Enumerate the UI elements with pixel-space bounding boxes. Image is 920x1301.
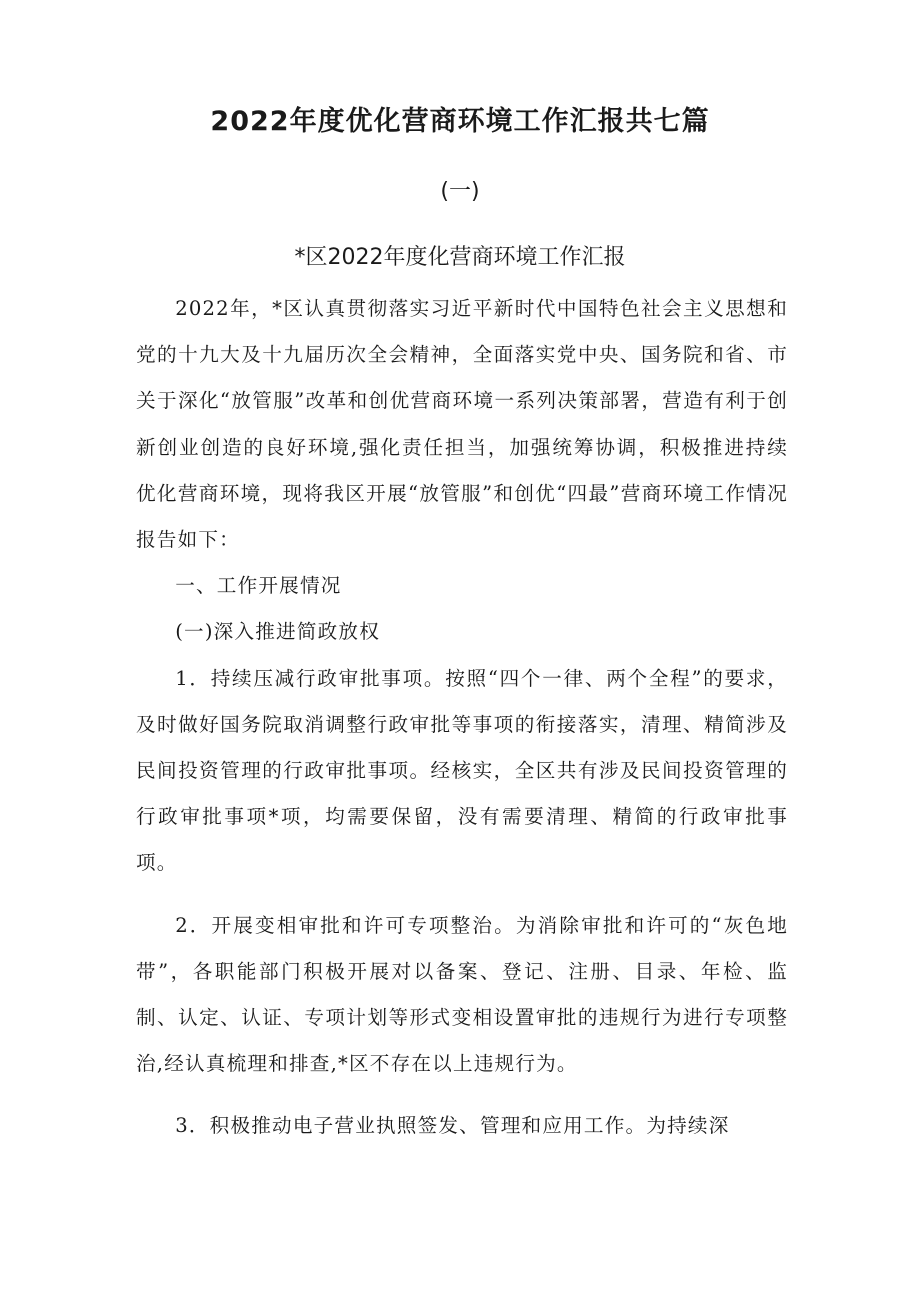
item-paragraph-3: 3．积极推动电子营业执照签发、管理和应用工作。为持续深	[175, 1114, 730, 1138]
item-paragraph-2: 2．开展变相审批和许可专项整治。为消除审批和许可的“灰色地带”，各职能部门积极开展对以备案、登记、注册、目录、年检、监制、认定、认证、专项计划等形式变相设置审批的违规行为进行专项整治,经认真梳理和排查,*区不存在以上违规行为。	[136, 913, 788, 1076]
item-paragraph-1: 1．持续压减行政审批事项。按照“四个一律、两个全程”的要求，及时做好国务院取消调整行政审批等事项的衔接落实，清理、精简涉及民间投资管理的行政审批事项。经核实，全区共有涉及民间投资管理的行政审批事项*项，均需要保留，没有需要清理、精简的行政审批事项。	[136, 666, 788, 875]
section-heading-work-status: 一、工作开展情况	[175, 574, 342, 598]
intro-paragraph: 2022年，*区认真贯彻落实习近平新时代中国特色社会主义思想和党的十九大及十九届历次全会精神，全面落实党中央、国务院和省、市关于深化“放管服”改革和创优营商环境一系列决策部署，营造有利于创新创业创造的良好环境,强化责任担当，加强统筹协调，积极推进持续优化营商环境，现将我区开展“放管服”和创优“四最”营商环境工作情况报告如下：	[136, 297, 788, 552]
section-number: (一)	[440, 179, 480, 204]
subsection-heading-streamline: (一)深入推进简政放权	[175, 620, 381, 644]
report-subtitle: *区2022年度化营商环境工作汇报	[294, 245, 626, 270]
document-body	[136, 286, 788, 1150]
document-title: 2022年度优化营商环境工作汇报共七篇	[210, 106, 710, 137]
